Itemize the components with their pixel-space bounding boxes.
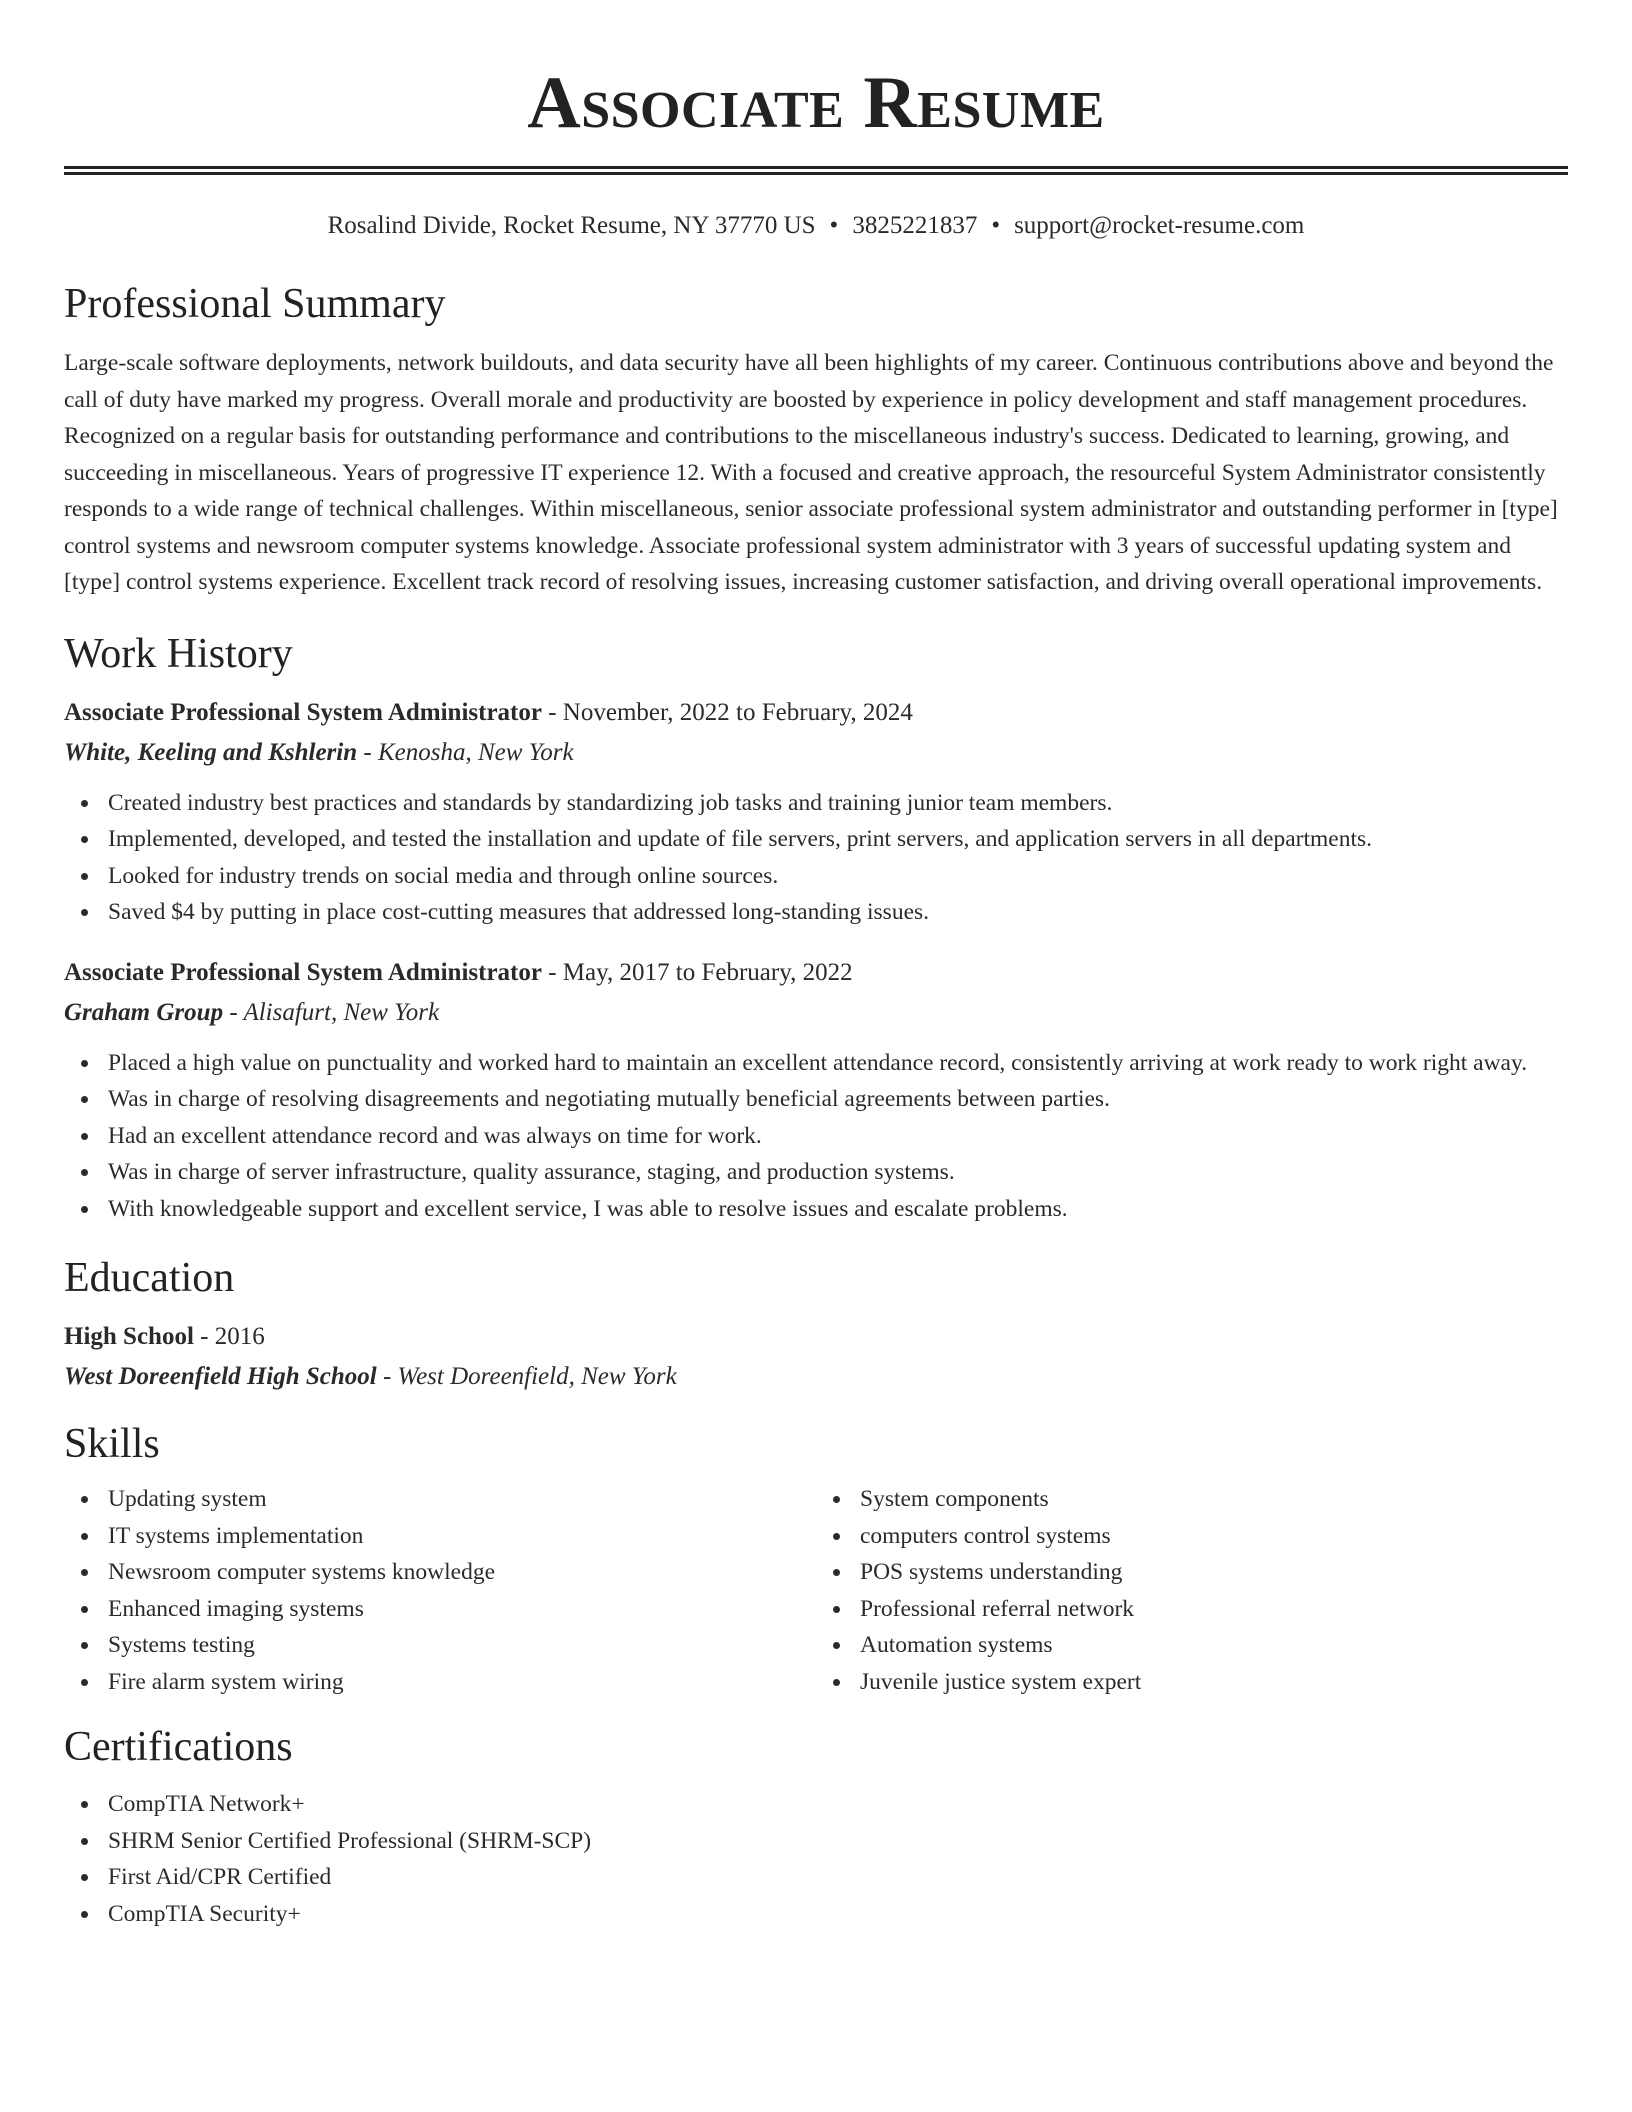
degree-line — [64, 1317, 1568, 1357]
job-dates: - November, 2022 to February, 2024 — [541, 698, 913, 726]
degree-year: - 2016 — [193, 1323, 265, 1350]
list-item: IT systems implementation — [108, 1518, 816, 1555]
skills-heading: Skills — [64, 1421, 160, 1467]
contact-address: Rosalind Divide, Rocket Resume, NY 37770 US — [327, 212, 816, 239]
certifications-heading: Certifications — [64, 1724, 293, 1770]
job-dates: - May, 2017 to February, 2022 — [541, 958, 853, 986]
summary-text: Large-scale software deployments, network buildouts, and data security have all been highlights of my career. Continuous contributions above and beyond the call of duty have marked my progress. Overall morale and productivity are boosted by experience in policy development and staff management procedures. Recognized on a regular basis for outstanding performance and contributions to the miscellaneous industry's success. Dedicated to learning, growing, and succeeding in miscellaneous. Years of progressive IT experience 12. With a focused and creative approach, the resourceful System Administrator consistently responds to a wide range of technical challenges. Within miscellaneous, senior associate professional system administrator and outstanding performer in [type] control systems and newsroom computer systems knowledge. Associate professional system administrator with 3 years of successful updating system and [type] control systems experience. Excellent track record of resolving issues, increasing customer satisfaction, and driving overall operational improvements. — [64, 350, 1558, 595]
list-item: Professional referral network — [860, 1591, 1568, 1628]
skills-list-right — [816, 1481, 1568, 1700]
school-location: - West Doreenfield, New York — [376, 1363, 677, 1390]
school-name: West Doreenfield High School — [64, 1363, 377, 1390]
job-title: Associate Professional System Administrator — [64, 958, 542, 986]
resume-title: Associate Resume — [527, 62, 1105, 144]
list-item: Placed a high value on punctuality and worked hard to maintain an excellent attendance record, consistently arriving at work ready to work right away. — [108, 1045, 1568, 1082]
job-bullets — [64, 785, 1568, 931]
certifications-list — [64, 1786, 1568, 1932]
list-item: Was in charge of server infrastructure, quality assurance, staging, and production systems. — [108, 1154, 1568, 1191]
contact-email: support@rocket-resume.com — [1014, 212, 1305, 239]
list-item: With knowledgeable support and excellent service, I was able to resolve issues and escalate problems. — [108, 1191, 1568, 1228]
job-title-line — [64, 953, 1568, 993]
degree-name: High School — [64, 1323, 194, 1350]
work-history-heading: Work History — [64, 630, 293, 677]
skills-list-left — [64, 1481, 816, 1700]
list-item: Saved $4 by putting in place cost-cutting measures that addressed long-standing issues. — [108, 894, 1568, 931]
education-heading: Education — [64, 1255, 235, 1301]
list-item: Had an excellent attendance record and was always on time for work. — [108, 1118, 1568, 1155]
list-item: Systems testing — [108, 1627, 816, 1664]
list-item: computers control systems — [860, 1518, 1568, 1555]
list-item: Updating system — [108, 1481, 816, 1518]
list-item: Implemented, developed, and tested the installation and update of file servers, print servers, and application servers in all departments. — [108, 821, 1568, 858]
list-item: First Aid/CPR Certified — [108, 1859, 1568, 1896]
company-location: - Alisafurt, New York — [223, 998, 440, 1026]
job-entry — [64, 953, 1568, 1228]
list-item: SHRM Senior Certified Professional (SHRM-SCP) — [108, 1823, 1568, 1860]
list-item: System components — [860, 1481, 1568, 1518]
list-item: CompTIA Security+ — [108, 1896, 1568, 1933]
title-divider — [64, 166, 1568, 175]
list-item: Automation systems — [860, 1627, 1568, 1664]
job-bullets — [64, 1045, 1568, 1228]
list-item: Looked for industry trends on social media and through online sources. — [108, 858, 1568, 895]
contact-phone: 3825221837 — [852, 212, 978, 239]
company-line — [64, 993, 1568, 1033]
job-title-line — [64, 693, 1568, 733]
company-location: - Kenosha, New York — [357, 738, 574, 766]
job-title: Associate Professional System Administrator — [64, 698, 542, 726]
company-name: Graham Group — [64, 998, 224, 1026]
job-entry — [64, 693, 1568, 931]
education-entry — [64, 1317, 1568, 1397]
list-item: Created industry best practices and standards by standardizing job tasks and training junior team members. — [108, 785, 1568, 822]
list-item: Newsroom computer systems knowledge — [108, 1554, 816, 1591]
contact-line — [64, 209, 1568, 243]
list-item: Was in charge of resolving disagreements and negotiating mutually beneficial agreements between parties. — [108, 1081, 1568, 1118]
list-item: POS systems understanding — [860, 1554, 1568, 1591]
contact-separator: • — [991, 212, 1001, 239]
list-item: Enhanced imaging systems — [108, 1591, 816, 1628]
list-item: Fire alarm system wiring — [108, 1664, 816, 1701]
summary-heading: Professional Summary — [64, 281, 446, 327]
school-line — [64, 1357, 1568, 1397]
list-item: CompTIA Network+ — [108, 1786, 1568, 1823]
company-name: White, Keeling and Kshlerin — [64, 738, 358, 766]
skills-grid — [64, 1481, 1568, 1700]
company-line — [64, 733, 1568, 773]
list-item: Juvenile justice system expert — [860, 1664, 1568, 1701]
contact-separator: • — [829, 212, 839, 239]
